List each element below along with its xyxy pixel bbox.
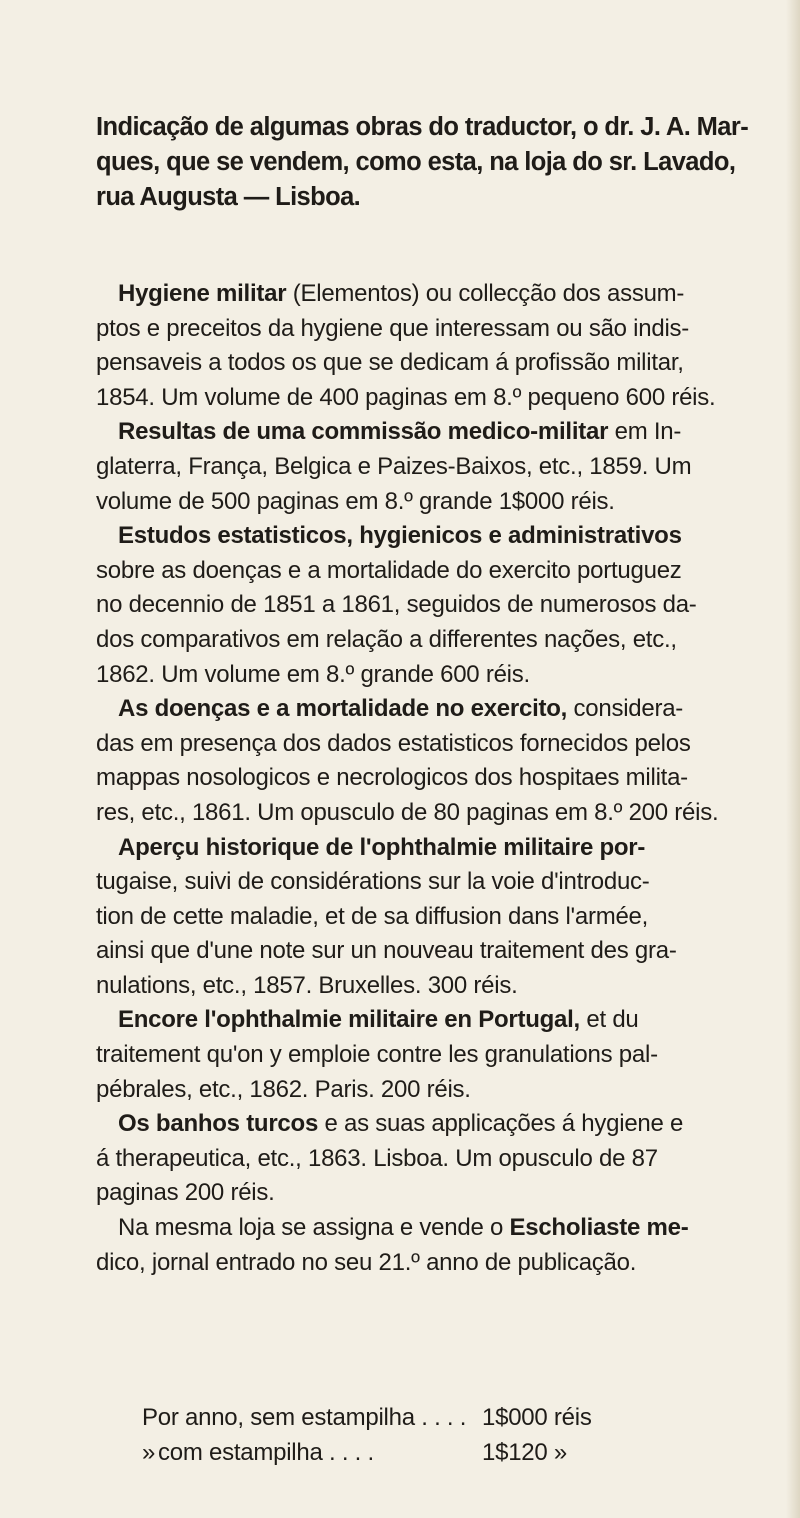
entry-text: paginas 200 réis. <box>96 1179 275 1207</box>
entry-first-line <box>96 415 756 450</box>
entry-text: e as suas applicações á hygiene e <box>318 1110 684 1138</box>
ditto-mark: » <box>142 1438 156 1466</box>
entry-text: em In- <box>608 418 682 446</box>
book-title: Estudos estatisticos, hygienicos e administrativos <box>118 522 682 550</box>
book-title: As doenças e a mortalidade no exercito, <box>118 695 568 723</box>
heading-line: rua Augusta — Lisboa. <box>96 183 361 211</box>
entry-text: das em presença dos dados estatisticos fornecidos pelos <box>96 729 691 757</box>
book-title: Aperçu historique de l'ophthalmie militaire por- <box>118 833 646 861</box>
entry-text: res, etc., 1861. Um opusculo de 80 paginas em 8.º 200 réis. <box>96 798 719 826</box>
entry-first-line <box>96 1003 756 1038</box>
book-title: Hygiene militar <box>118 280 287 307</box>
page-heading <box>96 110 748 215</box>
book-entry-estudos-estatisticos <box>96 519 756 692</box>
entry-text: (Elementos) ou collecção dos assum- <box>286 280 685 307</box>
book-list <box>96 277 756 1280</box>
heading-line: Indicação de algumas obras do traductor, o dr. J. A. Mar- <box>96 113 749 141</box>
entry-text: ptos e preceitos da hygiene que interessam ou são indis- <box>96 314 690 342</box>
book-title: Escholiaste me- <box>509 1214 689 1242</box>
subscription-prices <box>96 1401 756 1470</box>
book-entry-banhos-turcos <box>96 1107 756 1211</box>
book-title: Os banhos turcos <box>118 1110 319 1138</box>
entry-text: mappas nosologicos e necrologicos dos hospitaes milita- <box>96 764 688 792</box>
price-label: Por anno, sem estampilha . . . . <box>142 1404 467 1431</box>
entry-first-line <box>96 519 756 554</box>
book-entry-apercu-historique <box>96 831 756 1004</box>
price-row-without-stamp <box>96 1401 756 1436</box>
entry-text: tugaise, suivi de considérations sur la voie d'introduc- <box>96 868 650 896</box>
entry-text: pensaveis a todos os que se dedicam á profissão militar, <box>96 349 684 377</box>
entry-text: traitement qu'on y emploie contre les granulations pal- <box>96 1041 658 1069</box>
book-entry-encore-ophthalmie <box>96 1003 756 1107</box>
book-entry-resultas <box>96 415 756 519</box>
entry-text: Na mesma loja se assigna e vende o <box>118 1214 510 1242</box>
entry-text: glaterra, França, Belgica e Paizes-Baixos, etc., 1859. Um <box>96 452 692 480</box>
entry-text: tion de cette maladie, et de sa diffusion dans l'armée, <box>96 902 649 930</box>
entry-first-line <box>96 692 756 727</box>
entry-text: no decennio de 1851 a 1861, seguidos de numerosos da- <box>96 591 697 619</box>
book-title: Encore l'ophthalmie militaire en Portugal, <box>118 1006 580 1034</box>
entry-text: volume de 500 paginas em 8.º grande 1$000 réis. <box>96 487 615 515</box>
entry-text: ainsi que d'une note sur un nouveau traitement des gra- <box>96 937 677 965</box>
entry-first-line <box>96 831 756 866</box>
entry-first-line <box>96 1211 756 1246</box>
book-entry-doencas-mortalidade <box>96 692 756 830</box>
book-title: Resultas de uma commissão medico-militar <box>118 418 609 446</box>
entry-text: dico, jornal entrado no seu 21.º anno de publicação. <box>96 1248 637 1276</box>
book-entry-hygiene-militar <box>96 277 756 415</box>
entry-text: nulations, etc., 1857. Bruxelles. 300 réis. <box>96 971 518 999</box>
price-amount: 1$120 » <box>482 1438 568 1466</box>
entry-first-line <box>96 1107 756 1142</box>
heading-line: ques, que se vendem, como esta, na loja do sr. Lavado, <box>96 148 736 176</box>
price-label: com estampilha . . . . <box>158 1438 374 1466</box>
price-row-with-stamp <box>96 1436 756 1471</box>
entry-text: á therapeutica, etc., 1863. Lisboa. Um opusculo de 87 <box>96 1144 658 1172</box>
entry-text: et du <box>579 1006 639 1034</box>
book-entry-escholiaste <box>96 1211 756 1280</box>
entry-text: 1862. Um volume em 8.º grande 600 réis. <box>96 660 530 688</box>
entry-text: sobre as doenças e a mortalidade do exercito portuguez <box>96 556 682 584</box>
price-amount: 1$000 réis <box>482 1404 592 1431</box>
entry-text: 1854. Um volume de 400 paginas em 8.º pequeno 600 réis. <box>96 383 716 411</box>
entry-text: dos comparativos em relação a differentes nações, etc., <box>96 625 677 653</box>
entry-first-line <box>96 277 756 312</box>
entry-text: pébrales, etc., 1862. Paris. 200 réis. <box>96 1075 471 1103</box>
page-edge-shadow <box>786 0 800 1518</box>
entry-text: considera- <box>567 695 684 723</box>
